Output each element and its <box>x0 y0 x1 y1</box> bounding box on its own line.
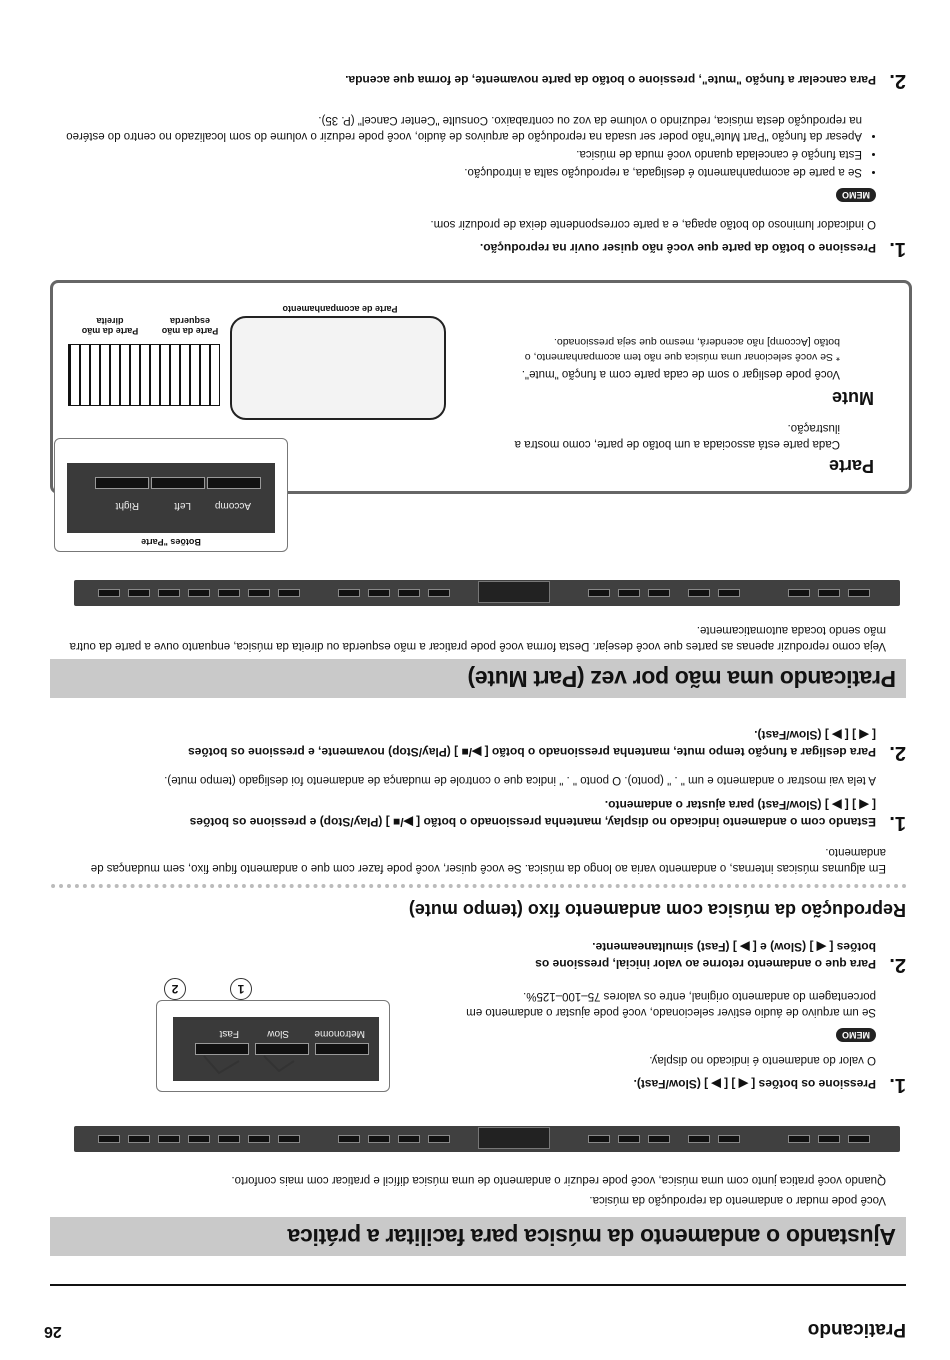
step-text: Para cancelar a função "mute", pressione o botão da parte novamente, de forma que acenda. <box>345 73 876 87</box>
fig-label: Slow <box>267 1028 289 1039</box>
step-text: Pressione o botão da parte que você não quiser ouvir na reprodução. <box>479 241 876 255</box>
part-button-label: Right <box>115 500 139 511</box>
fig-label: Metronome <box>314 1028 365 1039</box>
step-number: 2. <box>889 742 906 764</box>
step-note: O valor do andamento é indicado no display. <box>649 1054 876 1066</box>
step-note: O indicador luminoso do botão apaga, e a parte correspondente deixa de produzir som. <box>430 218 876 230</box>
tempo-buttons-figure <box>156 1000 390 1092</box>
keyboard-illustration <box>68 344 220 406</box>
step-text: Para que o andamento retorne ao valor inicial, pressione os <box>535 957 876 971</box>
mute-text: Você pode desligar o som de cada parte com a função "mute". <box>521 368 840 380</box>
step-text: [ ◀ ] [ ▶ ] (Slow/Fast). <box>754 728 876 742</box>
mute-note: * Se você selecionar uma música que não tem acompanhamento, o botão [Accomp] não acenderá, mesmo que seja pressionado. <box>524 336 840 363</box>
fig-label: Fast <box>219 1028 239 1039</box>
step-number: 2. <box>889 954 906 976</box>
paragraph: Veja como reproduzir apenas as partes que você desejar. Desta forma você pode praticar a mão esquerda ou direita da música, enquanto ouve a parte da outra mão sendo tocada automaticamente. <box>69 624 886 652</box>
memo-bullets <box>56 110 876 180</box>
section-title: Praticando <box>807 1319 906 1340</box>
accomp-label: Parte de acompanhamento <box>282 304 398 314</box>
step-text: [ ◀ ] [ ▶ ] (Slow/Fast) para ajustar o andamento. <box>604 798 876 812</box>
hand-illustration <box>157 1001 389 1091</box>
callout-number: 2 <box>164 978 186 1000</box>
paragraph: Em algumas músicas internas, o andamento varia ao longo da música. Se você quiser, você pode fazer com que o andamento fique fixo, sem mudanças de andamento. <box>90 846 886 874</box>
dotted-divider <box>50 884 906 888</box>
panel-illustration <box>74 580 900 606</box>
header-rule <box>50 1284 906 1286</box>
bullet-item: • Se a parte de acompanhamento é desligada, a reprodução salta a introdução. <box>56 164 862 180</box>
section-heading-tempo-mute: Reprodução da música com andamento fixo (tempo mute) <box>408 900 906 920</box>
step-note: A tela vai mostrar o andamento e um " . " (ponto). O ponto " . " indica que o controle de mudança de andamento foi desligado (tempo mute). <box>164 774 876 786</box>
step-number: 2. <box>889 70 906 92</box>
bullet-item: • Esta função é cancelada quando você muda de música. <box>56 146 862 162</box>
memo-text: Se um arquivo de áudio estiver selecionado, você pode ajustar o andamento em porcentagem do andamento original, entre os valores 75–100–125%. <box>466 990 876 1018</box>
ensemble-illustration <box>230 316 446 420</box>
step-number: 1. <box>889 1074 906 1096</box>
step-number: 1. <box>889 238 906 260</box>
part-button-label: Left <box>174 500 191 511</box>
buttons-caption: Botões "Parte <box>141 537 201 547</box>
paragraph: Quando você pratica junto com uma música, você pode reduzir o andamento de uma música difícil e praticar com mais conforto. <box>231 1174 886 1186</box>
step-text: Estando com o andamento indicado no display, mantenha pressionado o botão [ ▶/■ ] (Play/Stop) e pressione os botões <box>189 815 876 829</box>
right-hand-label: Parte da mão direita <box>81 316 139 336</box>
bullet-item: • Apesar da função "Part Mute"não poder ser usada na reprodução de arquivos de áudio, você pode reduzir o volume do som localizado no centro do estéreo na reprodução desta música, reduzindo o volume da voz ou contrabaixo. Consulte "Center Cancel" (P. 35). <box>56 112 862 144</box>
step-text: Para desligar a função tempo mute, mantenha pressionado o botão [ ▶/■ ] (Play/Stop) novamente, e pressione os botões <box>188 745 876 759</box>
memo-badge: MEMO <box>836 188 876 202</box>
step-text: Pressione os botões [ ◀ ] [ ▶ ] (Slow/Fast). <box>633 1077 876 1091</box>
mute-note-text: Se você selecionar uma música que não tem acompanhamento, o botão [Accomp] não acenderá, mesmo que seja pressionado. <box>524 336 840 363</box>
mute-heading: Mute <box>832 388 874 408</box>
part-button-label: Accomp <box>214 500 251 511</box>
parte-heading: Parte <box>828 456 874 476</box>
paragraph: Você pode mudar o andamento da reprodução da música. <box>589 1194 886 1206</box>
step-number: 1. <box>889 812 906 834</box>
callout-number: 1 <box>230 978 252 1000</box>
section-heading-part-mute: Praticando uma mão por vez (Part Mute) <box>50 659 906 698</box>
left-hand-label: Parte da mão esquerda <box>161 316 219 336</box>
part-buttons-figure <box>54 438 288 552</box>
parte-text: Cada parte está associada a um botão de parte, como mostra a ilustração. <box>514 422 840 450</box>
step-text: botões [ ◀ ] (Slow) e [ ▶ ] (Fast) simultaneamente. <box>592 940 876 954</box>
section-heading-tempo: Ajustando o andamento da música para facilitar a prática <box>50 1217 906 1256</box>
page-number: 26 <box>44 1323 62 1340</box>
memo-badge: MEMO <box>836 1028 876 1042</box>
panel-illustration <box>74 1126 900 1152</box>
